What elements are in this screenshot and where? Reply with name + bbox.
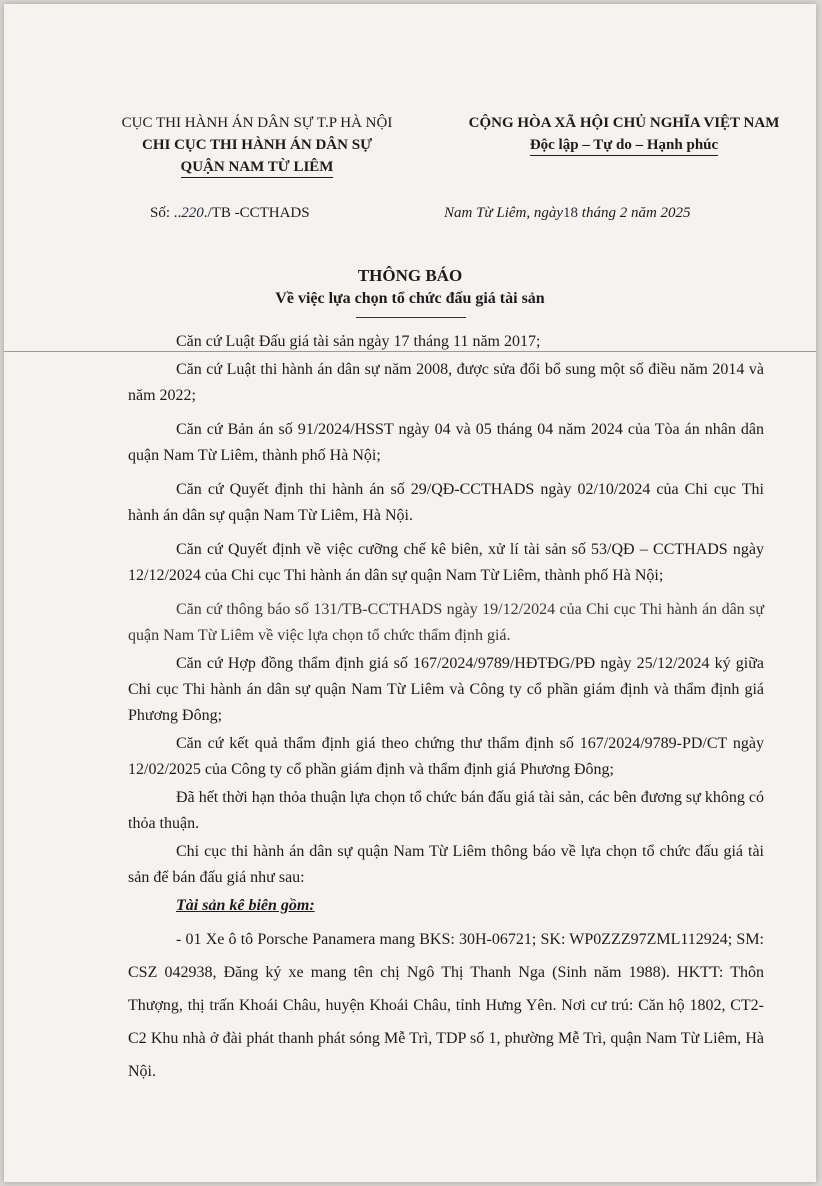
document-page	[4, 4, 816, 1182]
doc-number-handwritten: 220	[181, 205, 204, 221]
paragraph: Căn cứ Bản án số 91/2024/HSST ngày 04 và 05 tháng 04 năm 2024 của Tòa án nhân dân quận Nam Từ Liêm, thành phố Hà Nội;	[128, 421, 764, 464]
title-underline	[356, 317, 466, 318]
paragraph: Căn cứ kết quả thẩm định giá theo chứng thư thẩm định số 167/2024/9789-PD/CT ngày 12/02/2025 của Công ty cổ phần giám định và thẩm định giá Phương Đông;	[128, 735, 764, 778]
paragraph: Căn cứ Quyết định thi hành án số 29/QĐ-CCTHADS ngày 02/10/2024 của Chi cục Thi hành án dân sự quận Nam Từ Liêm, Hà Nội.	[128, 481, 764, 524]
asset-item: - 01 Xe ô tô Porsche Panamera mang BKS: 30H-06721; SK: WP0ZZZ97ZML112924; SM: CSZ 042938, Đăng ký xe mang tên chị Ngô Thị Thanh Nga (Sinh năm 1988). HKTT: Thôn Thượng, thị trấn Khoái Châu, huyện Khoái Châu, tỉnh Hưng Yên. Nơi cư trú: Căn hộ 1802, CT2-C2 Khu nhà ở đài phát thanh phát sóng Mễ Trì, TDP số 1, phường Mễ Trì, quận Nam Từ Liêm, Hà Nội.	[128, 931, 764, 1080]
paragraph: Căn cứ Quyết định về việc cưỡng chế kê biên, xử lí tài sản số 53/QĐ – CCTHADS ngày 12/12/2024 của Chi cục Thi hành án dân sự quận Nam Từ Liêm, thành phố Hà Nội;	[128, 541, 764, 584]
paragraph: Căn cứ Hợp đồng thẩm định giá số 167/2024/9789/HĐTĐG/PĐ ngày 25/12/2024 ký giữa Chi cục Thi hành án dân sự quận Nam Từ Liêm và Công ty cổ phần giám định và thẩm định giá Phương Đông;	[128, 655, 764, 724]
document-title: THÔNG BÁO	[357, 266, 463, 285]
paragraph: Chi cục thi hành án dân sự quận Nam Từ Liêm thông báo về lựa chọn tổ chức đấu giá tài sản để bán đấu giá như sau:	[128, 843, 764, 886]
document-body	[128, 329, 764, 1096]
paragraph: Đã hết thời hạn thỏa thuận lựa chọn tổ chức bán đấu giá tài sản, các bên đương sự không có thỏa thuận.	[128, 789, 764, 832]
paragraph: Căn cứ Luật thi hành án dân sự năm 2008, được sửa đổi bổ sung một số điều năm 2014 và năm 2022;	[128, 361, 764, 404]
agency-line-2: CHI CỤC THI HÀNH ÁN DÂN SỰ	[141, 137, 373, 153]
national-motto: Độc lập – Tự do – Hạnh phúc	[530, 135, 718, 156]
doc-number-prefix: Số: ..	[150, 205, 182, 221]
issuing-agency-header	[92, 112, 422, 178]
document-subtitle: Về việc lựa chọn tổ chức đấu giá tài sản	[275, 290, 545, 307]
document-date	[444, 205, 691, 222]
date-handwritten-day: 18	[563, 205, 579, 221]
assets-heading: Tài sản kê biên gồm:	[176, 897, 315, 914]
national-motto-header	[444, 112, 804, 156]
paragraph: Căn cứ thông báo số 131/TB-CCTHADS ngày 19/12/2024 của Chi cục Thi hành án dân sự quận Nam Từ Liêm về việc lựa chọn tổ chức thẩm định giá.	[128, 601, 764, 644]
agency-line-1: CỤC THI HÀNH ÁN DÂN SỰ T.P HÀ NỘI	[121, 115, 393, 131]
document-number	[150, 205, 310, 222]
paragraph: Căn cứ Luật Đấu giá tài sản ngày 17 tháng 11 năm 2017;	[176, 333, 541, 350]
doc-number-suffix: ./TB -CCTHADS	[203, 205, 310, 221]
date-prefix: Nam Từ Liêm, ngày	[444, 205, 564, 221]
national-name: CỘNG HÒA XÃ HỘI CHỦ NGHĨA VIỆT NAM	[468, 115, 780, 131]
agency-line-3: QUẬN NAM TỪ LIÊM	[181, 157, 334, 178]
date-suffix: tháng 2 năm 2025	[578, 205, 691, 221]
